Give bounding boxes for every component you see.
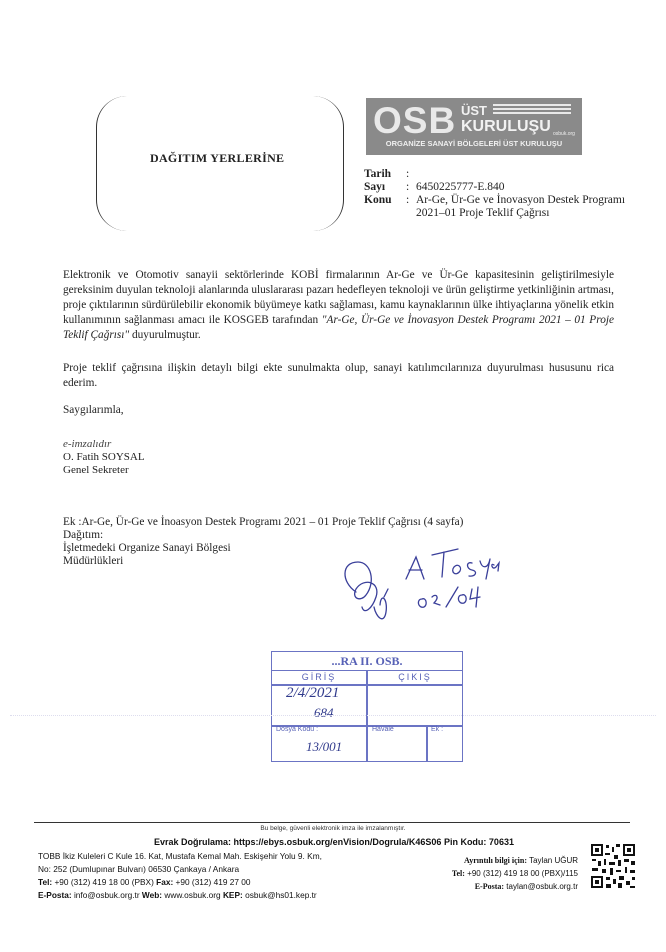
sayi-value: 6450225777-E.840 (416, 181, 505, 193)
stamp-divider (426, 726, 428, 761)
meta-tarih (364, 168, 631, 181)
sayi-colon: : (406, 181, 410, 193)
stamp-date: 2/4/2021 (286, 685, 340, 701)
contact-email (430, 880, 578, 893)
closing: Saygılarımla, (63, 404, 124, 416)
logo-subtitle: ORGANİZE SANAYİ BÖLGELERİ ÜST KURULUŞU (385, 139, 563, 148)
signature-block (63, 438, 145, 477)
footer-esign-note: Bu belge, güvenli elektronik imza ile imzalanmıştır. (260, 825, 406, 832)
contact-mail-value[interactable]: taylan@osbuk.org.tr (506, 882, 578, 891)
stamp-number: 684 (314, 705, 334, 720)
address-bracket-left (96, 96, 127, 231)
logo-kurulusu-text: KURULUŞU (461, 118, 551, 135)
body-paragraph-2: Proje teklif çağrısına ilişkin detaylı bilgi ekte sunulmakta olup, sanayi katılımcılarınıza duyurulması hususunu rica ederim. (63, 362, 614, 389)
meta-sayi (364, 181, 631, 194)
kep-label: KEP: (222, 890, 243, 900)
tarih-label: Tarih (364, 168, 392, 180)
logo-lines (493, 104, 571, 119)
address-title: DAĞITIM YERLERİNE (150, 151, 285, 165)
email-label: E-Posta: (38, 890, 72, 900)
fax-value: +90 (312) 419 27 00 (175, 877, 251, 887)
tarih-colon: : (406, 168, 410, 180)
stamp-cikis: ÇIKIŞ (398, 672, 432, 682)
tel-label: Tel: (38, 877, 53, 887)
signer-title: Genel Sekreter (63, 464, 129, 476)
stamp-divider (366, 726, 368, 761)
qr-code-icon (590, 843, 636, 889)
distribution-line-1: İşletmedeki Organize Sanayi Bölgesi (63, 542, 231, 554)
stamp-dosya-label: Dosya Kodu : (276, 726, 319, 733)
footer-verification: Evrak Doğrulama: https://ebys.osbuk.org/enVision/Dogrula/K46S06 Pin Kodu: 70631 (154, 837, 514, 847)
stamp-ek-label: Ek : (431, 726, 444, 733)
stamp-title: ...RA II. OSB. (272, 652, 462, 671)
address-line-1: TOBB İkiz Kuleleri C Kule 16. Kat, Mustafa Kemal Mah. Eskişehir Yolu 9. Km, (38, 851, 322, 861)
kep-value: osbuk@hs01.kep.tr (245, 890, 317, 900)
e-signature-status: e-imzalıdır (63, 438, 112, 450)
attachment-line: Ek :Ar-Ge, Ür-Ge ve İnoasyon Destek Programı 2021 – 01 Proje Teklif Çağrısı (4 sayfa) (63, 516, 464, 528)
fax-label: Fax: (156, 877, 174, 887)
signer-name: O. Fatih SOYSAL (63, 451, 145, 463)
tel-value: +90 (312) 419 18 00 (PBX) (54, 877, 154, 887)
scan-line (10, 715, 656, 716)
stamp-divider (366, 670, 368, 725)
distribution-line-2: Müdürlükleri (63, 555, 124, 567)
contact-phone (430, 867, 578, 880)
contact-name: Taylan UĞUR (529, 856, 578, 865)
footer-address (38, 850, 322, 902)
handwritten-signature (336, 537, 506, 637)
contact-tel-label: Tel: (451, 869, 465, 878)
contact-person (430, 854, 578, 867)
p1-program-name: "Ar-Ge, Ür-Ge ve İnovasyon Destek Programı 2021 – 01 Proje Teklif Çağrısı" (63, 314, 614, 341)
stamp-havale-label: Havale (372, 726, 394, 733)
stamp-giris: GİRİŞ (301, 672, 337, 682)
tarih-value (416, 168, 631, 181)
logo-osb-text: OSB (373, 100, 457, 141)
body-paragraph-1 (63, 268, 614, 343)
web-label: Web: (141, 890, 163, 900)
konu-label: Konu (364, 194, 392, 206)
p1-text: Elektronik ve Otomotiv sanayii sektörlerinde KOBİ firmalarının Ar-Ge ve Ür-Ge kapasitesinin geliştirilmesiyle gereksinim duyulan teknoloji alanlarında uluslararası pazarı hedefleyen teknoloji ve ürün geliştirme yetkinliğinin artması, proje çıktılarının sürdürülebilir ekonomik büyümeye katkı sağlaması, kamu kaynaklarının ülke ihtiyaçlarına yönelik etkin kullanımının sağlanması amacı ile KOSGEB tarafından (63, 269, 614, 326)
registry-stamp (271, 651, 463, 762)
footer-contact (430, 854, 578, 893)
address-line-2: No: 252 (Dumlupınar Bulvarı) 06530 Çankaya / Ankara (38, 864, 240, 874)
web-value[interactable]: www.osbuk.org (164, 890, 221, 900)
contact-line (38, 889, 322, 902)
document-meta (364, 168, 631, 220)
stamp-dosya-value: 13/001 (306, 739, 343, 754)
konu-colon: : (406, 194, 410, 206)
logo-ust-text: ÜST (461, 103, 487, 118)
sayi-label: Sayı (364, 181, 386, 193)
phone-fax-line (38, 876, 322, 889)
p1-end: duyurulmuştur. (129, 329, 201, 341)
contact-tel-value: +90 (312) 419 18 00 (PBX)/115 (467, 869, 578, 878)
contact-label: Ayrıntılı bilgi için: (464, 856, 528, 865)
logo-url: osbuk.org (553, 131, 575, 137)
footer-rule (34, 822, 630, 823)
distribution-label: Dağıtım: (63, 529, 104, 541)
email-value[interactable]: info@osbuk.org.tr (73, 890, 140, 900)
konu-value: Ar-Ge, Ür-Ge ve İnovasyon Destek Programı 2021–01 Proje Teklif Çağrısı (416, 194, 626, 219)
contact-mail-label: E-Posta: (474, 882, 505, 891)
meta-konu (364, 194, 631, 220)
address-bracket-right (313, 96, 344, 231)
